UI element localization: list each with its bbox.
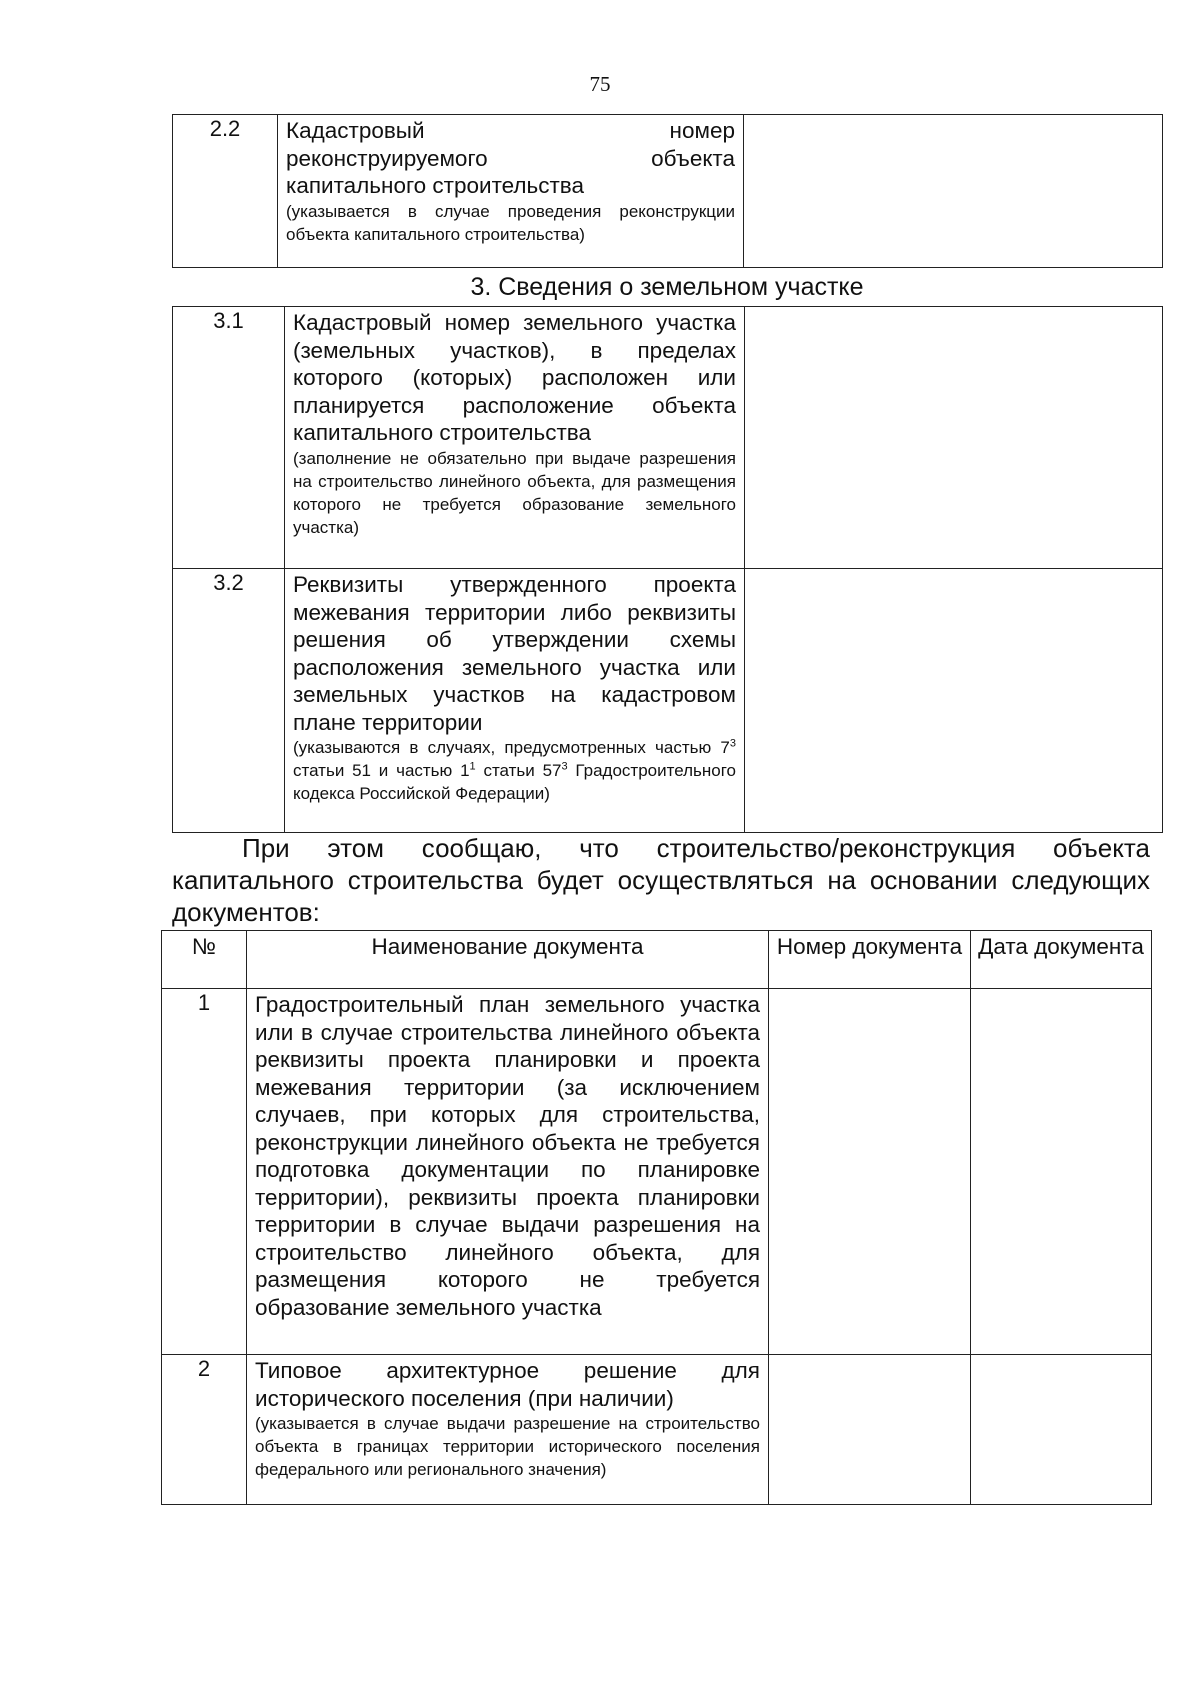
documents-table bbox=[161, 930, 1152, 1505]
row-description bbox=[278, 115, 744, 268]
row-number: 3.1 bbox=[173, 307, 285, 569]
description-text: Кадастровый номер земельного участка (земельных участков), в пределах которого (которых) расположен или планируется расположение объекта капитального строительства bbox=[293, 310, 736, 445]
section-title: 3. Сведения о земельном участке bbox=[470, 273, 864, 301]
value-cell[interactable] bbox=[745, 307, 1163, 569]
table-row-2-2 bbox=[173, 115, 1163, 268]
description-note: (указываются в случаях, предусмотренных частью $7^3$ статьи 51 и частью $1^1$ статьи $57^3$ Градостроительного кодекса Российской Федерации) bbox=[293, 737, 737, 803]
header-number: Номер документа bbox=[769, 931, 971, 989]
table-row-3-2 bbox=[173, 569, 1163, 833]
table-row bbox=[162, 1355, 1152, 1505]
intro-paragraph: При этом сообщаю, что строительство/реконструкция объекта капитального строительства будет осуществляться на основании следующих документов: bbox=[172, 833, 1150, 927]
page-number: 75 bbox=[589, 72, 611, 96]
row-number: 3.2 bbox=[173, 569, 285, 833]
value-cell[interactable] bbox=[745, 569, 1163, 833]
table-header-row bbox=[162, 931, 1152, 989]
row-number: 2 bbox=[162, 1355, 247, 1505]
document-name-text: Градостроительный план земельного участка или в случае строительства линейного объекта реквизиты проекта планировки и проекта межевания территории (за исключением случаев, при которых для строительства, реконструкции линейного объекта не требуется подготовка документации по планировке территории), реквизиты проекта планировки территории в случае выдачи разрешения на строительство линейного объекта, для размещения которого не требуется образование земельного участка bbox=[255, 992, 760, 1320]
document-date-cell[interactable] bbox=[971, 1355, 1152, 1505]
description-note: (указывается в случае проведения реконструкции объекта капитального строительства) bbox=[286, 201, 735, 244]
description-line: реконструируемого объекта bbox=[286, 145, 735, 171]
document-name bbox=[247, 989, 769, 1355]
document-number-cell[interactable] bbox=[769, 1355, 971, 1505]
header-date: Дата документа bbox=[971, 931, 1152, 989]
description-line: Кадастровый номер bbox=[286, 118, 735, 143]
table-row bbox=[162, 989, 1152, 1355]
table-row-3-1 bbox=[173, 307, 1163, 569]
description-line: капитального строительства bbox=[286, 173, 585, 198]
document-name bbox=[247, 1355, 769, 1505]
row-number: 2.2 bbox=[173, 115, 278, 268]
row-number: 1 bbox=[162, 989, 247, 1355]
document-note: (указывается в случае выдачи разрешение на строительство объекта в границах территории исторического поселения федерального или регионального значения) bbox=[255, 1414, 760, 1479]
description-note: (заполнение не обязательно при выдаче разрешения на строительство линейного объекта, для размещения которого не требуется образование земельного участка) bbox=[293, 448, 736, 537]
header-num: № bbox=[162, 931, 247, 989]
header-name: Наименование документа bbox=[247, 931, 769, 989]
row-description bbox=[285, 569, 745, 833]
section-3-table bbox=[172, 306, 1163, 833]
description-text: Реквизиты утвержденного проекта межевания территории либо реквизиты решения об утверждении схемы расположения земельного участка или земельных участков на кадастровом плане территории bbox=[293, 572, 736, 735]
document-date-cell[interactable] bbox=[971, 989, 1152, 1355]
section-2-table bbox=[172, 114, 1163, 268]
row-description bbox=[285, 307, 745, 569]
document-number-cell[interactable] bbox=[769, 989, 971, 1355]
document-name-text: Типовое архитектурное решение для исторического поселения (при наличии) bbox=[255, 1358, 760, 1411]
value-cell[interactable] bbox=[744, 115, 1163, 268]
